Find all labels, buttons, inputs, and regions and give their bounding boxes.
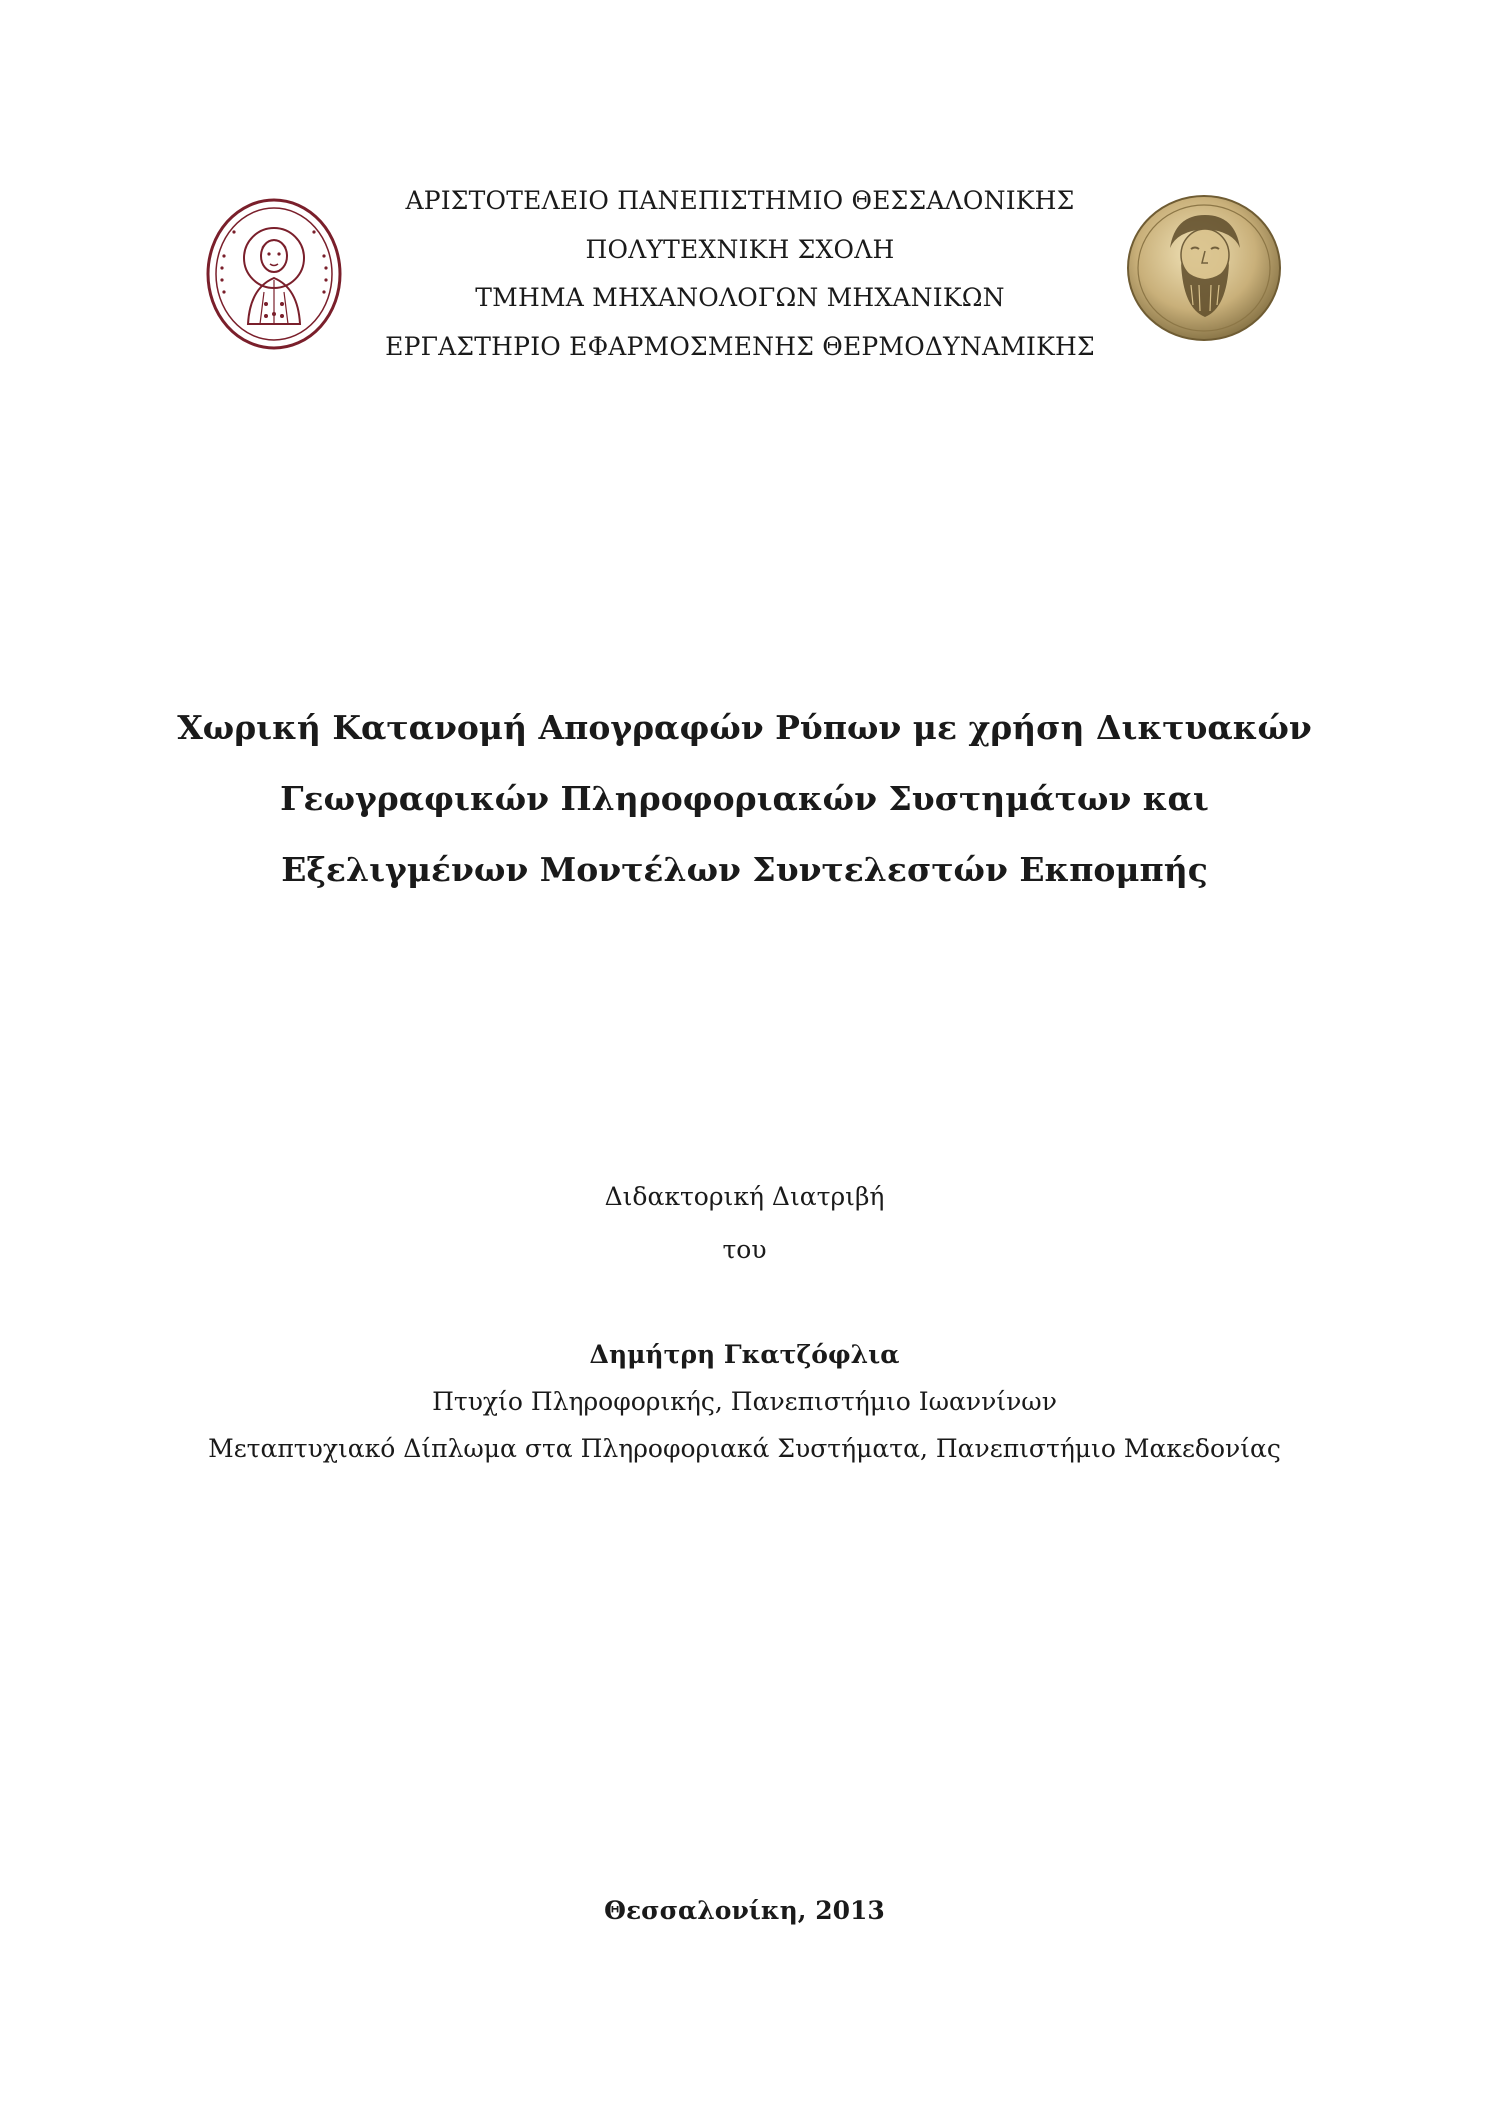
thesis-of-word: του (722, 1235, 767, 1264)
author-block (100, 1331, 1389, 1472)
university-name: ΑΡΙΣΤΟΤΕΛΕΙΟ ΠΑΝΕΠΙΣΤΗΜΙΟ ΘΕΣΣΑΛΟΝΙΚΗΣ (405, 186, 1075, 215)
laboratory-name: ΕΡΓΑΣΤΗΡΙΟ ΕΦΑΡΜΟΣΜΕΝΗΣ ΘΕΡΜΟΔΥΝΑΜΙΚΗΣ (385, 331, 1095, 361)
institution-header (340, 177, 1140, 371)
author-degree: Πτυχίο Πληροφορικής, Πανεπιστήμιο Ιωαννίνων (432, 1387, 1057, 1416)
department-name: ΤΜΗΜΑ ΜΗΧΑΝΟΛΟΓΩΝ ΜΗΧΑΝΙΚΩΝ (475, 283, 1005, 312)
place-and-year: Θεσσαλονίκη, 2013 (604, 1896, 885, 1925)
author-name: Δημήτρη Γκατζόφλια (589, 1340, 900, 1369)
school-name: ΠΟΛΥΤΕΧΝΙΚΗ ΣΧΟΛΗ (585, 234, 895, 264)
title-line: Εξελιγμένων Μοντέλων Συντελεστών Εκπομπής (281, 850, 1208, 889)
thesis-type: Διδακτορική Διατριβή (604, 1182, 885, 1211)
aristotle-coin-icon (1125, 193, 1283, 343)
title-line: Χωρική Κατανομή Απογραφών Ρύπων με χρήση Δικτυακών (177, 708, 1312, 747)
author-degree: Μεταπτυχιακό Δίπλωμα στα Πληροφοριακά Συστήματα, Πανεπιστήμιο Μακεδονίας (208, 1434, 1281, 1463)
thesis-title (100, 692, 1389, 905)
title-line: Γεωγραφικών Πληροφοριακών Συστημάτων και (280, 779, 1209, 818)
university-seal-icon (204, 196, 344, 351)
